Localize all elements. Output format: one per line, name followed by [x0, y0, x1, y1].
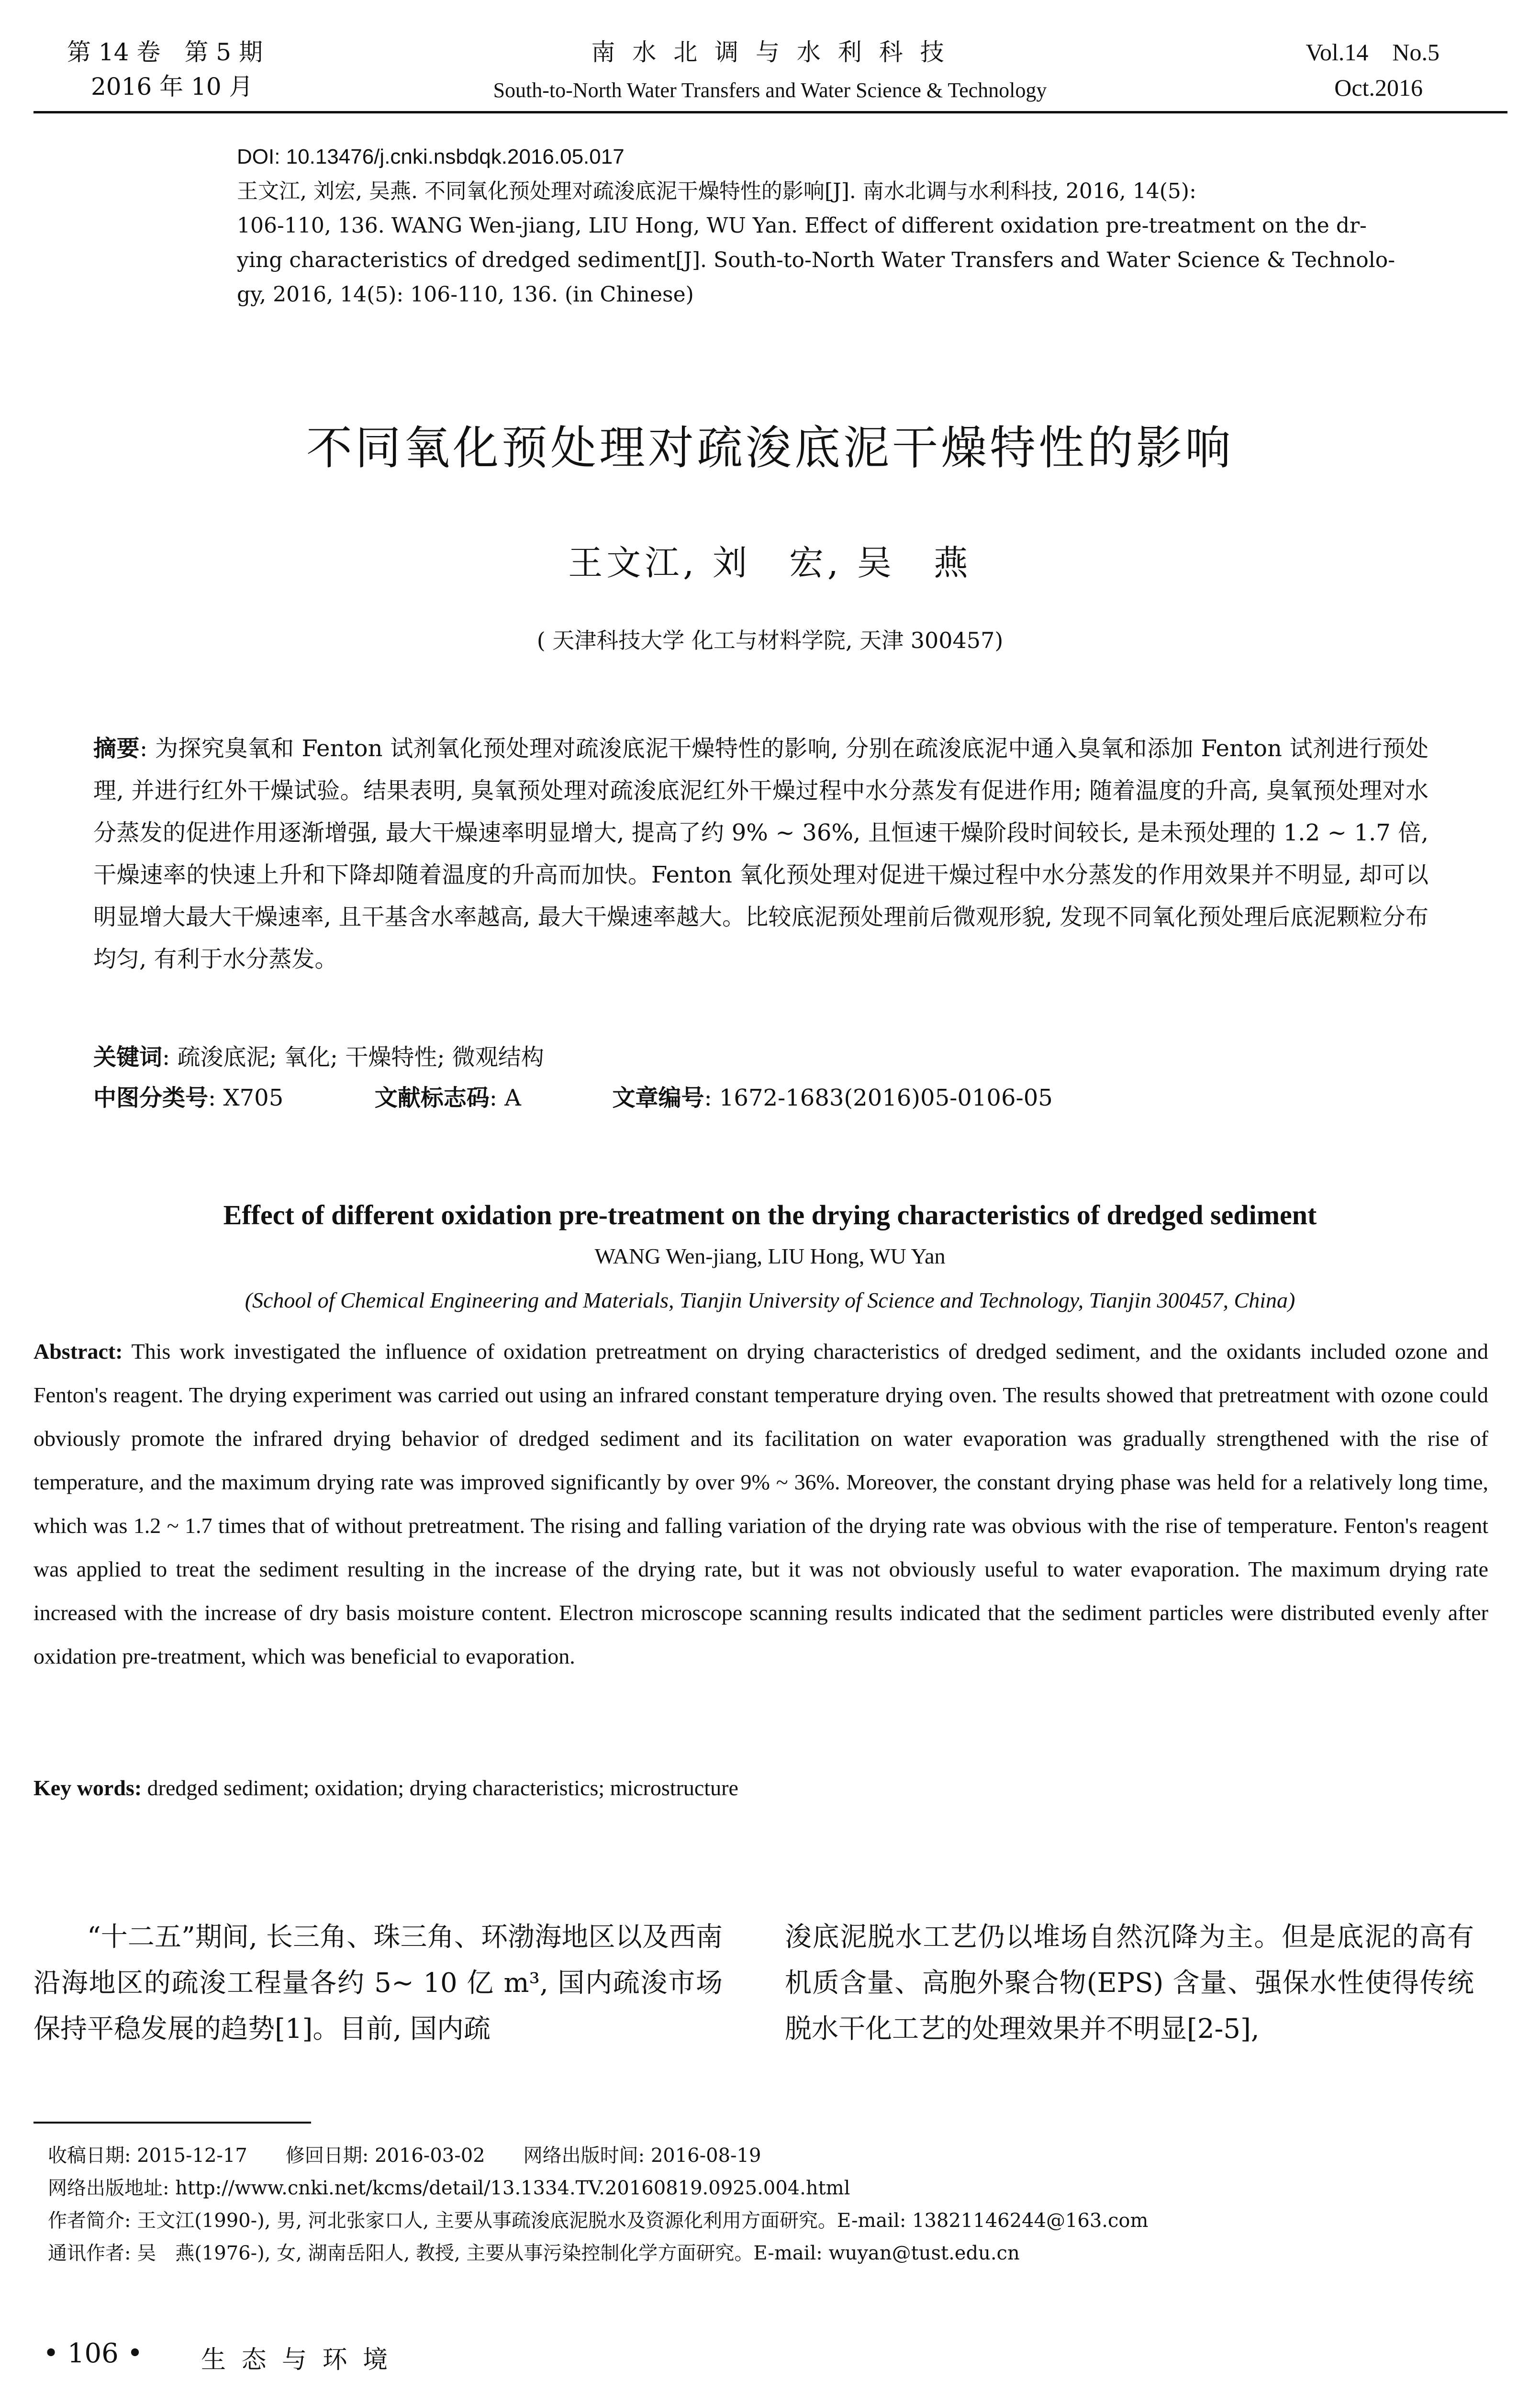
classification-cn: 中图分类号: X705 文献标志码: A 文章编号: 1672-1683(2016)05-0106-05	[93, 1085, 1053, 1111]
authors-cn: 王文江, 刘 宏, 吴 燕	[568, 543, 972, 583]
article-no-label: 文章编号	[612, 1085, 704, 1111]
volume-issue-cn: 第 14 卷 第 5 期	[67, 38, 263, 66]
abstract-cn-text: 为探究臭氧和 Fenton 试剂氧化预处理对疏浚底泥干燥特性的影响, 分别在疏浚底泥中通入臭氧和添加 Fenton 试剂进行预处理, 并进行红外干燥试验。结果表明, 臭氧预处理对疏浚底泥红外干燥过程中水分蒸发有促进作用; 随着温度的升高, 臭氧预处理对水分蒸发的促进作用逐渐增强, 最大干燥速率明显增大, 提高了约 9% ~ 36%, 且恒速干燥阶段时间较长, 是未预处理的 1.2 ~ 1.7 倍, 干燥速率的快速上升和下降却随着温度的升高而加快。Fenton 氧化预处理对促进干燥过程中水分蒸发的作用效果并不明显, 却可以明显增大最大干燥速率, 且干基含水率越高, 最大干燥速率越大。比较底泥预处理前后微观形貌, 发现不同氧化预处理后底泥颗粒分布均匀, 有利于水分蒸发。	[93, 735, 1428, 973]
section-name: 生 态 与 环 境	[201, 2346, 392, 2374]
citation-block	[237, 174, 1486, 312]
doc-code-label: 文献标志码	[374, 1085, 490, 1111]
journal-name-en: South-to-North Water Transfers and Water Science & Technology	[493, 78, 1047, 102]
authors-en: WANG Wen-jiang, LIU Hong, WU Yan	[594, 1244, 946, 1268]
article-no-value: 1672-1683(2016)05-0106-05	[719, 1085, 1053, 1111]
footnote-rule	[33, 2122, 311, 2124]
abstract-cn-label: 摘要	[93, 735, 140, 762]
footnote-author-bio: 作者简介: 王文江(1990-), 男, 河北张家口人, 主要从事疏浚底泥脱水及资源化利用方面研究。E-mail: 13821146244@163.com	[48, 2210, 1149, 2232]
journal-name-cn: 南 水 北 调 与 水 利 科 技	[591, 38, 949, 66]
date-cn: 2016 年 10 月	[91, 73, 253, 101]
doc-code-value: A	[504, 1085, 521, 1111]
paper-title-en: Effect of different oxidation pre-treatment on the drying characteristics of dredged sediment	[223, 1199, 1317, 1230]
clc-value: X705	[223, 1085, 284, 1111]
clc-label: 中图分类号	[93, 1085, 209, 1111]
keywords-cn: 关键词: 疏浚底泥; 氧化; 干燥特性; 微观结构	[93, 1044, 544, 1071]
page-number: • 106 •	[43, 2338, 143, 2369]
citation-line: 106-110, 136. WANG Wen-jiang, LIU Hong, WU Yan. Effect of different oxidation pre-treatment on the dr-	[237, 213, 1367, 238]
volume-issue-en: Vol.14 No.5	[1306, 39, 1440, 66]
citation-line: ying characteristics of dredged sediment[J]. South-to-North Water Transfers and Water Science & Technolo-	[237, 248, 1395, 272]
body-right-column: 浚底泥脱水工艺仍以堆场自然沉降为主。但是底泥的高有机质含量、高胞外聚合物(EPS) 含量、强保水性使得传统脱水干化工艺的处理效果并不明显[2-5],	[785, 1922, 1474, 2045]
keywords-en-label: Key words:	[33, 1776, 142, 1800]
date-en: Oct.2016	[1334, 74, 1423, 101]
footnote-dates: 收稿日期: 2015-12-17 修回日期: 2016-03-02 网络出版时间: 2016-08-19	[48, 2145, 761, 2167]
abstract-en-text: This work investigated the influence of oxidation pretreatment on drying characteristics of dredged sediment, and the oxidants included ozone and Fenton's reagent. The drying experiment was carried out using an infrared constant temperature drying oven. The results showed that pretreatment with ozone could obviously promote the infrared drying behavior of dredged sediment and its facilitation on water evaporation was gradually strengthened with the rise of temperature, and the maximum drying rate was improved significantly by over 9% ~ 36%. Moreover, the constant drying phase was held for a relatively long time, which was 1.2 ~ 1.7 times that of without pretreatment. The rising and falling variation of the drying rate was obvious with the rise of temperature. Fenton's reagent was applied to treat the sediment resulting in the increase of the drying rate, but it was not obviously useful to water evaporation. The maximum drying rate increased with the increase of dry basis moisture content. Electron microscope scanning results indicated that the sediment particles were distributed evenly after oxidation pre-treatment, which was beneficial to evaporation.	[33, 1339, 1488, 1668]
doi: DOI: 10.13476/j.cnki.nsbdqk.2016.05.017	[237, 145, 625, 168]
abstract-en-label: Abstract:	[33, 1339, 123, 1364]
keywords-cn-label: 关键词	[93, 1044, 163, 1071]
footnote-corresponding-author: 通讯作者: 吴 燕(1976-), 女, 湖南岳阳人, 教授, 主要从事污染控制化学方面研究。E-mail: wuyan@tust.edu.cn	[48, 2242, 1020, 2264]
footnotes	[48, 2139, 1493, 2270]
citation-line: gy, 2016, 14(5): 106-110, 136. (in Chinese)	[237, 282, 694, 307]
abstract-cn: 摘要: 为探究臭氧和 Fenton 试剂氧化预处理对疏浚底泥干燥特性的影响, 分别在疏浚底泥中通入臭氧和添加 Fenton 试剂进行预处理, 并进行红外干燥试验。结果表明, 臭氧预处理对疏浚底泥红外干燥过程中水分蒸发有促进作用; 随着温度的升高, 臭氧预处理对水分蒸发的促进作用逐渐增强, 最大干燥速率明显增大, 提高了约 9% ~ 36%, 且恒速干燥阶段时间较长, 是未预处理的 1.2 ~ 1.7 倍, 干燥速率的快速上升和下降却随着温度的升高而加快。Fenton 氧化预处理对促进干燥过程中水分蒸发的作用效果并不明显, 却可以明显增大最大干燥速率, 且干基含水率越高, 最大干燥速率越大。比较底泥预处理前后微观形貌, 发现不同氧化预处理后底泥颗粒分布均匀, 有利于水分蒸发。	[93, 735, 1428, 973]
affiliation-cn: ( 天津科技大学 化工与材料学院, 天津 300457)	[536, 627, 1004, 653]
header-rule	[33, 111, 1507, 113]
abstract-en	[33, 1330, 1488, 1678]
keywords-en	[33, 1766, 1488, 1810]
paper-title-cn: 不同氧化预处理对疏浚底泥干燥特性的影响	[306, 421, 1234, 475]
keywords-en-text: dredged sediment; oxidation; drying characteristics; microstructure	[147, 1776, 738, 1800]
footnote-online-url: 网络出版地址: http://www.cnki.net/kcms/detail/13.1334.TV.20160819.0925.004.html	[48, 2177, 850, 2199]
citation-line: 王文江, 刘宏, 吴燕. 不同氧化预处理对疏浚底泥干燥特性的影响[J]. 南水北调与水利科技, 2016, 14(5):	[237, 179, 1196, 203]
affiliation-en: (School of Chemical Engineering and Materials, Tianjin University of Science and Technology, Tianjin 300457, China)	[245, 1288, 1295, 1312]
keywords-cn-text: 疏浚底泥; 氧化; 干燥特性; 微观结构	[177, 1044, 544, 1071]
body-left-column: “十二五”期间, 长三角、珠三角、环渤海地区以及西南沿海地区的疏浚工程量各约 5~ 10 亿 m³, 国内疏浚市场保持平稳发展的趋势[1]。目前, 国内疏	[33, 1922, 723, 2045]
